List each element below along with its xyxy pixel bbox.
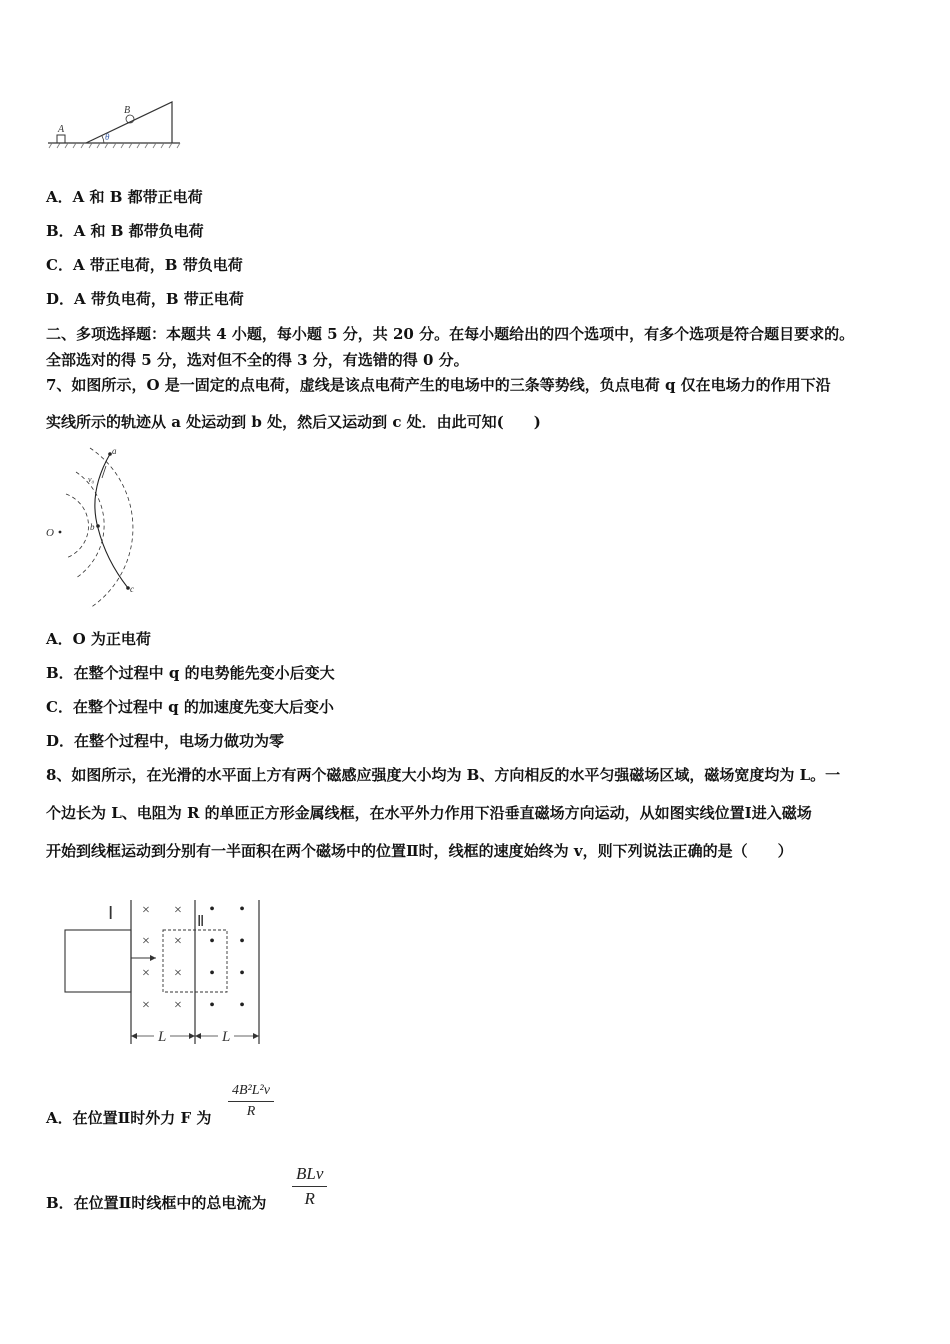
cross-mark: × <box>174 934 182 949</box>
label-width-l: L <box>222 1029 231 1045</box>
cross-mark: × <box>142 934 150 949</box>
cross-mark: × <box>174 998 182 1013</box>
q7-stem-line1: 7、如图所示，O 是一固定的点电荷，虚线是该点电荷产生的电场中的三条等势线，负点电荷 q 仅在电场力的作用下沿 <box>46 376 831 394</box>
cross-mark: × <box>142 903 150 918</box>
q8-stem-line1: 8、如图所示，在光滑的水平面上方有两个磁感应强度大小均为 B、方向相反的水平匀强磁场区域，磁场宽度均为 L。一 <box>46 766 841 784</box>
magnetic-field-figure <box>60 892 280 1052</box>
q8-option-b-fraction <box>292 1164 327 1209</box>
q7-option-d: D．在整个过程中，电场力做功为零 <box>46 732 285 750</box>
q7-option-b: B．在整个过程中 q 的电势能先变小后变大 <box>46 664 335 682</box>
q7-option-c: C．在整个过程中 q 的加速度先变大后变小 <box>46 698 334 716</box>
q6-option-c: C．A 带正电荷，B 带负电荷 <box>46 256 243 274</box>
q7-stem-line2: 实线所示的轨迹从 a 处运动到 b 处，然后又运动到 c 处．由此可知( ) <box>46 413 541 431</box>
label-a: a <box>112 446 117 456</box>
q7-option-a: A．O 为正电荷 <box>46 630 151 648</box>
incline-figure <box>44 98 184 150</box>
q8-stem-line3: 开始到线框运动到分别有一半面积在两个磁场中的位置Ⅱ时，线框的速度始终为 v，则下列说法正确的是（ ） <box>46 842 793 860</box>
q6-option-d: D．A 带负电荷，B 带正电荷 <box>46 290 244 308</box>
cross-mark: × <box>142 998 150 1013</box>
section2-line2: 全部选对的得 5 分，选对但不全的得 3 分，有选错的得 0 分。 <box>46 351 469 369</box>
q6-option-a: A．A 和 B 都带正电荷 <box>46 188 203 206</box>
dot-mark: • <box>209 965 215 982</box>
q8-stem-line2: 个边长为 L、电阻为 R 的单匝正方形金属线框，在水平外力作用下沿垂直磁场方向运动，从如图实线位置Ⅰ进入磁场 <box>46 804 812 822</box>
fraction-numerator: BLv <box>296 1164 324 1183</box>
label-b: b <box>90 522 95 532</box>
dot-mark: • <box>209 901 215 918</box>
label-position-ii: Ⅱ <box>197 914 205 930</box>
q6-option-b: B．A 和 B 都带负电荷 <box>46 222 204 240</box>
label-theta: θ <box>105 132 110 142</box>
q8-option-a: A．在位置Ⅱ时外力 F 为 <box>46 1109 212 1127</box>
label-o: O <box>46 527 54 539</box>
cross-mark: × <box>174 903 182 918</box>
dot-mark: • <box>239 997 245 1014</box>
equipotential-figure <box>44 442 164 614</box>
dot-mark: • <box>209 933 215 950</box>
label-b: B <box>124 105 131 116</box>
label-c: c <box>130 584 134 594</box>
dot-mark: • <box>239 933 245 950</box>
dot-mark: • <box>239 965 245 982</box>
fraction-denominator: R <box>246 1104 256 1119</box>
label-width-l: L <box>158 1029 167 1045</box>
dot-mark: • <box>209 997 215 1014</box>
section2-line1: 二、多项选择题：本题共 4 小题，每小题 5 分，共 20 分。在每小题给出的四个选项中，有多个选项是符合题目要求的。 <box>46 325 855 343</box>
fraction-denominator: R <box>304 1189 315 1208</box>
q8-option-a-fraction <box>228 1083 274 1120</box>
cross-mark: × <box>142 966 150 981</box>
label-position-i: Ⅰ <box>108 903 114 923</box>
fraction-numerator: 4B²L²v <box>232 1083 270 1098</box>
label-v0: v₀ <box>88 475 95 484</box>
dot-mark: • <box>239 901 245 918</box>
cross-mark: × <box>174 966 182 981</box>
q8-option-b: B．在位置Ⅱ时线框中的总电流为 <box>46 1194 267 1212</box>
label-a: A <box>58 124 65 135</box>
